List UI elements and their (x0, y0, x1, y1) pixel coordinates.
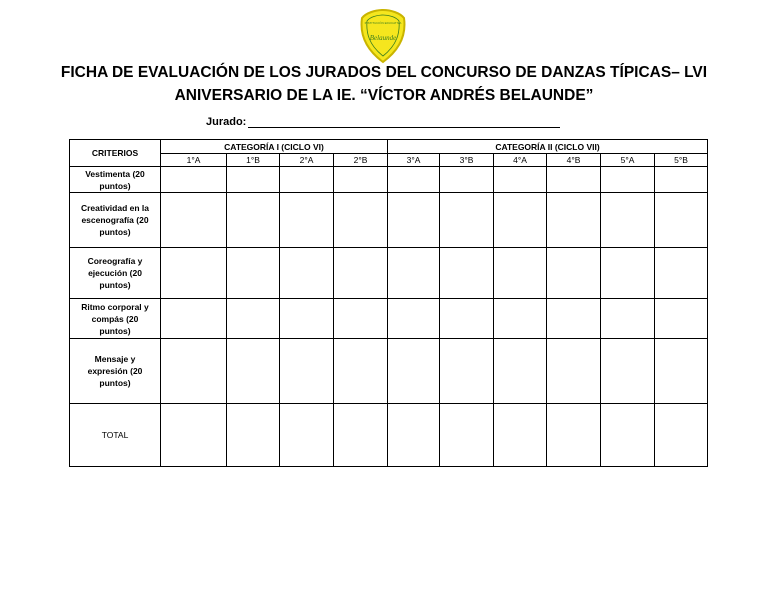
grade-header: 2°A (280, 154, 334, 167)
score-cell[interactable] (334, 339, 388, 404)
logo-top-text: INSTITUCIÓN EDUCATIVA (364, 21, 402, 25)
score-cell[interactable] (547, 339, 601, 404)
score-cell[interactable] (655, 248, 708, 299)
document-title-line1: FICHA DE EVALUACIÓN DE LOS JURADOS DEL CONCURSO DE DANZAS TÍPICAS– LVI (60, 64, 708, 81)
score-cell[interactable] (547, 299, 601, 339)
score-cell[interactable] (655, 339, 708, 404)
score-cell[interactable] (601, 167, 655, 193)
total-cell[interactable] (655, 404, 708, 467)
score-cell[interactable] (655, 299, 708, 339)
score-cell[interactable] (388, 248, 440, 299)
logo-name-text: Belaunde (369, 34, 397, 42)
score-cell[interactable] (547, 167, 601, 193)
total-cell[interactable] (547, 404, 601, 467)
criterion-vestimenta: Vestimenta (20 puntos) (70, 167, 161, 193)
categoria-2-header: CATEGORÍA II (CICLO VII) (388, 140, 708, 154)
grade-header: 3°A (388, 154, 440, 167)
grade-header: 2°B (334, 154, 388, 167)
score-cell[interactable] (655, 193, 708, 248)
total-row (70, 404, 708, 467)
score-cell[interactable] (388, 167, 440, 193)
table-row (70, 167, 708, 193)
score-cell[interactable] (494, 339, 547, 404)
criterion-mensaje: Mensaje y expresión (20 puntos) (70, 339, 161, 404)
score-cell[interactable] (161, 193, 227, 248)
total-cell[interactable] (227, 404, 280, 467)
score-cell[interactable] (440, 339, 494, 404)
total-cell[interactable] (280, 404, 334, 467)
categoria-1-header: CATEGORÍA I (CICLO VI) (161, 140, 388, 154)
header-row-categories (70, 140, 708, 154)
total-cell[interactable] (440, 404, 494, 467)
criterion-ritmo: Ritmo corporal y compás (20 puntos) (70, 299, 161, 339)
header-row-grades (70, 154, 708, 167)
grade-header: 4°A (494, 154, 547, 167)
score-cell[interactable] (494, 193, 547, 248)
score-cell[interactable] (161, 299, 227, 339)
score-cell[interactable] (494, 167, 547, 193)
school-logo (358, 8, 408, 64)
criterion-coreografia: Coreografía y ejecución (20 puntos) (70, 248, 161, 299)
score-cell[interactable] (494, 248, 547, 299)
table-row (70, 248, 708, 299)
score-cell[interactable] (280, 339, 334, 404)
score-cell[interactable] (440, 299, 494, 339)
score-cell[interactable] (334, 167, 388, 193)
grade-header: 1°A (161, 154, 227, 167)
total-label: TOTAL (70, 404, 161, 467)
score-cell[interactable] (227, 248, 280, 299)
score-cell[interactable] (388, 193, 440, 248)
score-cell[interactable] (161, 339, 227, 404)
table-row (70, 193, 708, 248)
score-cell[interactable] (440, 167, 494, 193)
score-cell[interactable] (280, 248, 334, 299)
total-cell[interactable] (388, 404, 440, 467)
score-cell[interactable] (227, 167, 280, 193)
table-row (70, 339, 708, 404)
total-cell[interactable] (494, 404, 547, 467)
score-cell[interactable] (440, 248, 494, 299)
score-cell[interactable] (334, 248, 388, 299)
score-cell[interactable] (227, 339, 280, 404)
score-cell[interactable] (655, 167, 708, 193)
jurado-signature-line (248, 127, 560, 128)
total-cell[interactable] (161, 404, 227, 467)
score-cell[interactable] (334, 299, 388, 339)
table-row (70, 299, 708, 339)
total-cell[interactable] (334, 404, 388, 467)
score-cell[interactable] (601, 339, 655, 404)
score-cell[interactable] (494, 299, 547, 339)
grade-header: 1°B (227, 154, 280, 167)
score-cell[interactable] (227, 193, 280, 248)
score-cell[interactable] (227, 299, 280, 339)
jurado-label: Jurado: (206, 116, 247, 128)
score-cell[interactable] (280, 193, 334, 248)
score-cell[interactable] (601, 299, 655, 339)
score-cell[interactable] (280, 167, 334, 193)
grade-header: 5°A (601, 154, 655, 167)
document-title-line2: ANIVERSARIO DE LA IE. “VÍCTOR ANDRÉS BELAUNDE” (174, 87, 594, 104)
score-cell[interactable] (388, 339, 440, 404)
score-cell[interactable] (547, 248, 601, 299)
score-cell[interactable] (388, 299, 440, 339)
grade-header: 5°B (655, 154, 708, 167)
score-cell[interactable] (334, 193, 388, 248)
score-cell[interactable] (161, 248, 227, 299)
score-cell[interactable] (161, 167, 227, 193)
score-cell[interactable] (601, 193, 655, 248)
total-cell[interactable] (601, 404, 655, 467)
grade-header: 3°B (440, 154, 494, 167)
score-cell[interactable] (601, 248, 655, 299)
evaluation-table (69, 139, 708, 467)
score-cell[interactable] (440, 193, 494, 248)
score-cell[interactable] (547, 193, 601, 248)
grade-header: 4°B (547, 154, 601, 167)
criterion-creatividad: Creatividad en la escenografía (20 puntos) (70, 193, 161, 248)
criterios-header: CRITERIOS (70, 140, 161, 167)
score-cell[interactable] (280, 299, 334, 339)
